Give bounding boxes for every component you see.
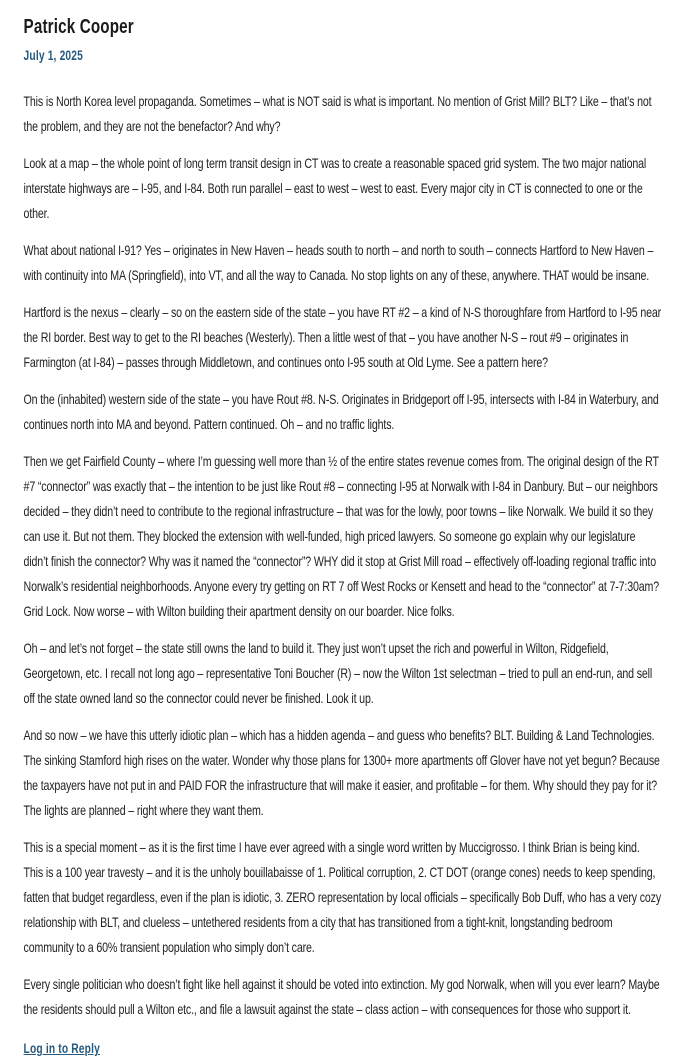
comment-paragraph: Hartford is the nexus – clearly – so on the eastern side of the state – you have RT #2 – a kind of N-S thoroughfare from Hartford to I-95 near the RI border. Best way to get to the RI beaches (Westerly). Then a little west of that – you have another N-S – rout #9 – originates in Farmington (at I-84) – passes through Middletown, and continues onto I-95 south at Old Lyme. See a pattern here? [23, 304, 662, 370]
comment-paragraph: Every single politician who doesn’t fight like hell against it should be voted into extinction. My god Norwalk, when will you ever learn? Maybe the residents should pull a Wilton etc., and file a lawsuit against the state – class action – with consequences for those who support it. [23, 976, 660, 1017]
comment-paragraph: This is North Korea level propaganda. Sometimes – what is NOT said is what is important. No mention of Grist Mill? BLT? Like – that’s not the problem, and they are not the benefactor? And why? [23, 93, 652, 134]
comment-date-link[interactable]: July 1, 2025 [23, 48, 84, 63]
comment-paragraph: On the (inhabited) western side of the state – you have Rout #8. N-S. Originates in Bridgeport off I-95, intersects with I-84 in Waterbury, and continues north into MA and beyond. Pattern continued. Oh – and no traffic lights. [23, 391, 659, 432]
comment-paragraph: Look at a map – the whole point of long term transit design in CT was to create a reasonable spaced grid system. The two major national interstate highways are – I-95, and I-84. Both run parallel – east to west – west to east. Every major city in CT is connected to one or the other. [23, 155, 647, 221]
comment-body [24, 89, 662, 1022]
comment-author: Patrick Cooper [23, 16, 134, 38]
comment-paragraph: Oh – and let’s not forget – the state still owns the land to build it. They just won’t upset the rich and powerful in Wilton, Ridgefield, Georgetown, etc. I recall not long ago – representative Toni Boucher (R) – now the Wilton 1st selectman – tried to pull an end-run, and sell off the state owned land so the connector could never be finished. Look it up. [23, 640, 653, 706]
comment-paragraph: What about national I-91? Yes – originates in New Haven – heads south to north – and north to south – connects Hartford to New Haven – with continuity into MA (Springfield), into VT, and all the way to Canada. No stop lights on any of these, anywhere. THAT would be insane. [23, 242, 654, 283]
comment-paragraph: This is a special moment – as it is the first time I have ever agreed with a single word written by Muccigrosso. I think Brian is being kind. This is a 100 year travesty – and it is the unholy bouillabaisse of 1. Political corruption, 2. CT DOT (orange cones) needs to keep spending, fatten that budget regardless, even if the plan is idiotic, 3. ZERO representation by local officials – specifically Bob Duff, who has a very cozy relationship with BLT, and clueless – untethered residents from a city that has transitioned from a tight-knit, longstanding bedroom community to a 60% transient population who simply don’t care. [23, 839, 662, 955]
comment-paragraph: Then we get Fairfield County – where I’m guessing well more than ½ of the entire states revenue comes from. The original design of the RT #7 “connector” was exactly that – the intention to be just like Rout #8 – connecting I-95 at Norwalk with I-84 in Danbury. But – our neighbors decided – they didn’t need to contribute to the regional infrastructure – that was for the lowly, poor towns – like Norwalk. We build it so they can use it. But not them. They blocked the extension with well-funded, high priced lawyers. So someone go explain why our legislature didn’t finish the connector? Why was it named the “connector”? WHY did it stop at Grist Mill road – effectively off-loading regional traffic into Norwalk’s residential neighborhoods. Anyone every try getting on RT 7 off West Rocks or Kensett and head to the “connector” at 7-7:30am? Grid Lock. Now worse – with Wilton building their apartment density on our boarder. Nice folks. [23, 453, 660, 619]
comment-paragraph: And so now – we have this utterly idiotic plan – which has a hidden agenda – and guess who benefits? BLT. Building & Land Technologies. The sinking Stamford high rises on the water. Wonder why those plans for 1300+ more apartments off Glover have not yet begun? Because the taxpayers have not put in and PAID FOR the infrastructure that will make it easier, and profitable – for them. Why should they pay for it? The lights are planned – right where they want them. [23, 727, 660, 818]
login-to-reply-link[interactable]: Log in to Reply [23, 1041, 100, 1056]
